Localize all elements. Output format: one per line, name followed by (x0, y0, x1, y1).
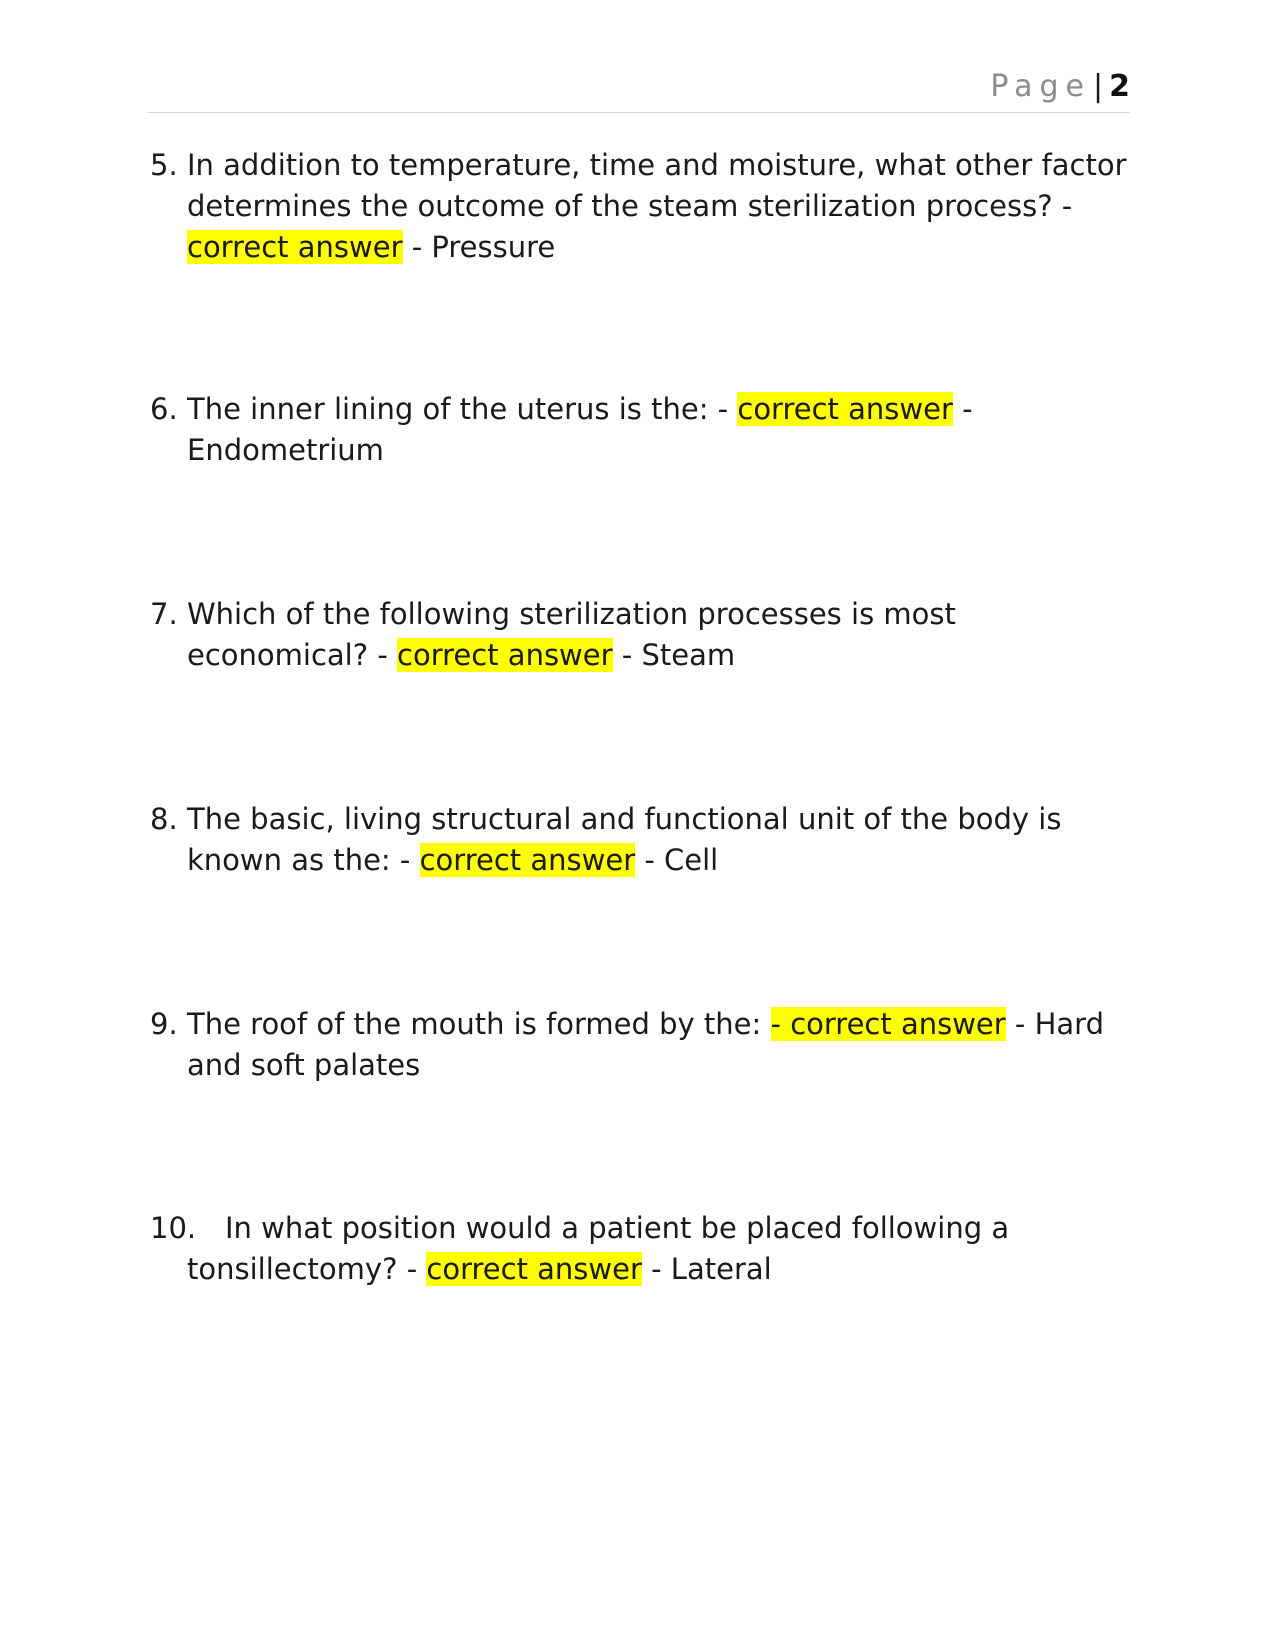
question-number: 5. (150, 148, 178, 182)
question-text: The basic, living structural and functional unit of the body is known as the: - (187, 802, 1062, 877)
question-number: 10. (150, 1211, 197, 1245)
answer-text: - Hard and soft palates (187, 1007, 1105, 1082)
question-item-9 (150, 1004, 1135, 1086)
question-number: 8. (150, 802, 178, 836)
page-separator: | (1093, 69, 1104, 104)
question-body (187, 594, 1135, 676)
highlighted-label: correct answer (737, 392, 953, 426)
question-number: 7. (150, 597, 178, 631)
question-number: 6. (150, 392, 178, 426)
answer-text: - Lateral (651, 1252, 772, 1286)
answer-text: - Pressure (411, 230, 556, 264)
highlighted-label: correct answer (419, 843, 636, 877)
question-number: 9. (150, 1007, 178, 1041)
question-item-8 (150, 799, 1135, 881)
question-text: Which of the following sterilization processes is most economical? - (187, 597, 956, 672)
question-item-6 (150, 389, 1135, 471)
question-item-5 (150, 145, 1135, 268)
answer-text: - Cell (644, 843, 719, 877)
question-text: The roof of the mouth is formed by the: (187, 1007, 762, 1041)
question-body (187, 1208, 1135, 1290)
highlighted-label: - correct answer (770, 1007, 1006, 1041)
question-text: In addition to temperature, time and moisture, what other factor determines the outcome of the steam sterilization process? - (187, 148, 1127, 223)
question-body (187, 145, 1135, 268)
question-text: In what position would a patient be placed following a tonsillectomy? - (187, 1211, 1010, 1286)
page-number-label (990, 69, 1130, 104)
question-item-7 (150, 594, 1135, 676)
page-number: 2 (1109, 69, 1130, 104)
page-word: Page (990, 69, 1092, 104)
question-item-10 (150, 1208, 1135, 1290)
answer-text: - Endometrium (187, 392, 973, 467)
question-text: The inner lining of the uterus is the: - (187, 392, 729, 426)
question-body (187, 389, 1135, 471)
question-body (187, 1004, 1135, 1086)
page-header (147, 69, 1130, 113)
answer-text: - Steam (621, 638, 736, 672)
question-body (187, 799, 1135, 881)
highlighted-label: correct answer (187, 230, 403, 264)
highlighted-label: correct answer (397, 638, 613, 672)
highlighted-label: correct answer (426, 1252, 642, 1286)
